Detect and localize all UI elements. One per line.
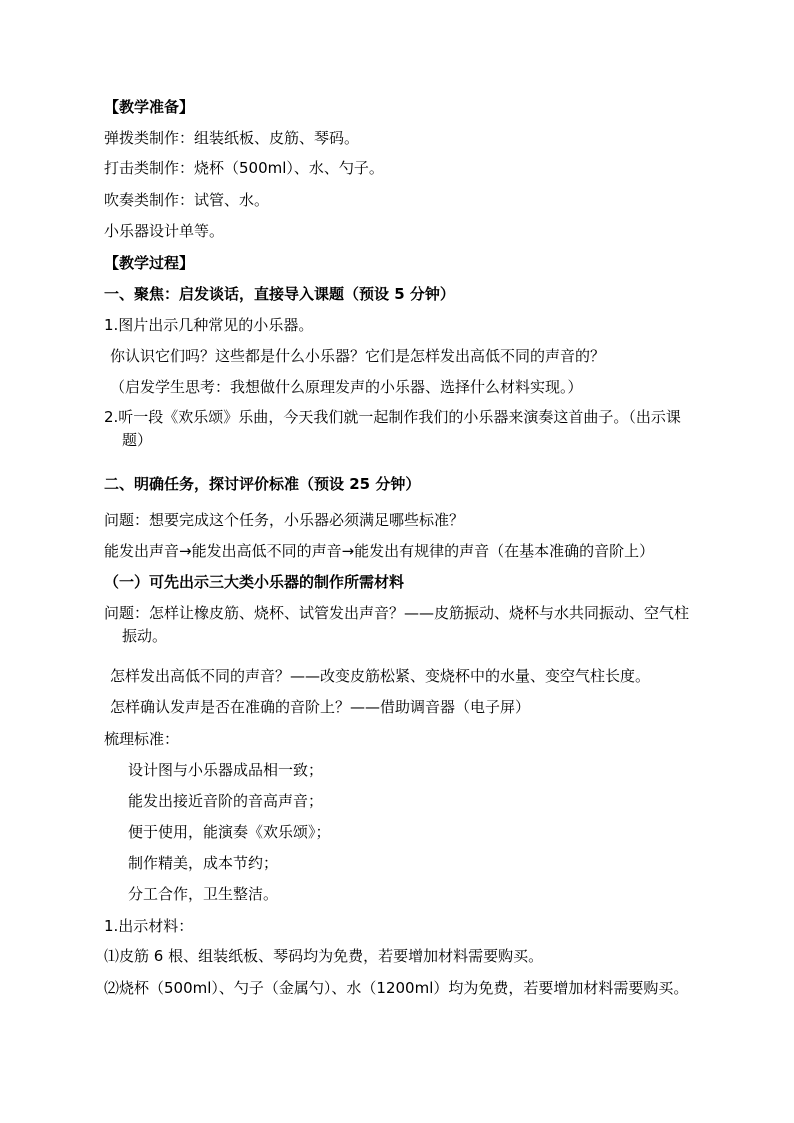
- text-line: 弹拨类制作：组装纸板、皮筋、琴码。: [104, 129, 360, 147]
- text-line: 梳理标准：: [104, 730, 180, 748]
- list-item: 制作精美，成本节约；: [128, 854, 279, 872]
- text-line: 怎样发出高低不同的声音？——改变皮筋松紧、变烧杯中的水量、变空气柱长度。: [110, 667, 651, 685]
- list-item: 设计图与小乐器成品相一致；: [128, 761, 324, 779]
- list-item: 能发出接近音阶的音高声音；: [128, 792, 324, 810]
- subsection-heading-1: 一、聚焦：启发谈话，直接导入课题（预设 5 分钟）: [104, 285, 455, 303]
- section-heading-process: 【教学过程】: [104, 254, 195, 272]
- text-line: 1.图片出示几种常见的小乐器。: [104, 316, 314, 334]
- subsection-heading-2: 二、明确任务，探讨评价标准（预设 25 分钟）: [104, 475, 421, 493]
- text-line: 能发出声音→能发出高低不同的声音→能发出有规律的声音（在基本准确的音阶上）: [104, 542, 655, 560]
- text-line: ⑴皮筋 6 根、组装纸板、琴码均为免费，若要增加材料需要购买。: [104, 947, 544, 965]
- text-line: 振动。: [122, 627, 168, 645]
- list-item: 分工合作，卫生整洁。: [128, 885, 279, 903]
- section-heading-preparation: 【教学准备】: [104, 98, 195, 116]
- text-paragraph: [104, 602, 724, 648]
- text-paragraph: [104, 406, 724, 452]
- text-line: （启发学生思考：我想做什么原理发声的小乐器、选择什么材料实现。）: [110, 378, 583, 396]
- list-item: 便于使用，能演奏《欢乐颂》；: [128, 823, 331, 841]
- text-line: 题）: [122, 431, 153, 449]
- text-line: 1.出示材料：: [104, 917, 194, 935]
- text-line: 问题：怎样让橡皮筋、烧杯、试管发出声音？——皮筋振动、烧杯与水共同振动、空气柱: [104, 604, 690, 622]
- text-line: 2.听一段《欢乐颂》乐曲，今天我们就一起制作我们的小乐器来演奏这首曲子。（出示课: [104, 408, 681, 426]
- subsection-heading-materials: （一）可先出示三大类小乐器的制作所需材料: [104, 573, 405, 591]
- text-line: ⑵烧杯（500ml）、勺子（金属勺）、水（1200ml）均为免费，若要增加材料需要购买。: [104, 979, 689, 997]
- text-line: 怎样确认发声是否在准确的音阶上？——借助调音器（电子屏）: [110, 698, 531, 716]
- text-line: 打击类制作：烧杯（500ml）、水、勺子。: [104, 159, 384, 177]
- text-line: 小乐器设计单等。: [104, 222, 225, 240]
- text-line: 吹奏类制作：试管、水。: [104, 191, 270, 209]
- text-line: 你认识它们吗？这些都是什么小乐器？它们是怎样发出高低不同的声音的？: [110, 347, 606, 365]
- text-line: 问题：想要完成这个任务，小乐器必须满足哪些标准？: [104, 511, 465, 529]
